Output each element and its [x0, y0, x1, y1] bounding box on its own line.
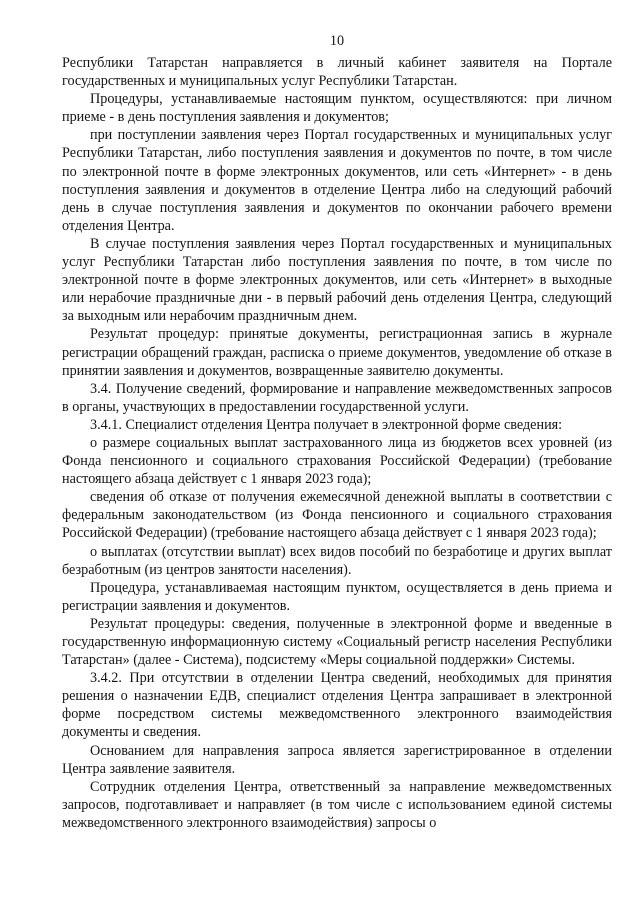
page-number: 10 — [329, 33, 345, 49]
paragraph: Сотрудник отделения Центра, ответственный за направление межведомственных запросов, подготавливает и направляет (в том числе с использованием единой системы межведомственного электронного взаимодействия) запросы о — [62, 778, 612, 831]
paragraph: Результат процедуры: сведения, полученные в электронной форме и введенные в государственную информационную систему «Социальный регистр населения Республики Татарстан» (далее - Система), подсистему «Меры социальной поддержки» Системы. — [62, 615, 612, 669]
paragraph: Республики Татарстан направляется в личный кабинет заявителя на Портале государственных и муниципальных услуг Республики Татарстан. — [62, 55, 612, 90]
paragraph: 3.4.2. При отсутствии в отделении Центра сведений, необходимых для принятия решения о назначении ЕДВ, специалист отделения Центра запрашивает в электронной форме посредством системы межведомственного электронного взаимодействия документы и сведения. — [62, 670, 612, 741]
paragraph: при поступлении заявления через Портал государственных и муниципальных услуг Республики Татарстан, либо поступления заявления и документов по почте, в том числе по электронной почте в форме электронных документов, или сеть «Интернет» - в день поступления заявления и документов в отделение Центра либо на следующий рабочий день в случае поступления заявления и документов по окончании рабочего времени отделения Центра. — [62, 127, 612, 234]
paragraph: В случае поступления заявления через Портал государственных и муниципальных услуг Республики Татарстан либо поступления заявления по почте, в том числе по электронной почте в форме электронных документов, или сеть «Интернет» в выходные или нерабочие праздничные дни - в первый рабочий день отделения Центра, следующий за выходным или нерабочим праздничным днем. — [62, 235, 612, 325]
paragraph: сведения об отказе от получения ежемесячной денежной выплаты в соответствии с федеральным законодательством (из Фонда пенсионного и социального страхования Российской Федерации) (требование настоящего абзаца действует с 1 января 2023 года); — [62, 489, 612, 542]
document-body — [62, 54, 612, 832]
paragraph: Процедуры, устанавливаемые настоящим пунктом, осуществляются: при личном приеме - в день поступления заявления и документов; — [62, 91, 612, 126]
paragraph: Процедура, устанавливаемая настоящим пунктом, осуществляется в день приема и регистрации заявления и документов. — [62, 579, 612, 614]
paragraph: Результат процедур: принятые документы, регистрационная запись в журнале регистрации обращений граждан, расписка о приеме документов, уведомление об отказе в принятии заявления и документов, возвращенные заявителю документы. — [62, 326, 612, 379]
paragraph: о размере социальных выплат застрахованного лица из бюджетов всех уровней (из Фонда пенсионного и социального страхования Российской Федерации) (требование настоящего абзаца действует с 1 января 2023 года); — [62, 434, 612, 488]
paragraph: 3.4. Получение сведений, формирование и направление межведомственных запросов в органы, участвующих в предоставлении государственной услуги. — [62, 380, 612, 415]
paragraph: Основанием для направления запроса является зарегистрированное в отделении Центра заявление заявителя. — [62, 742, 612, 777]
paragraph: 3.4.1. Специалист отделения Центра получает в электронной форме сведения: — [90, 416, 563, 433]
paragraph: о выплатах (отсутствии выплат) всех видов пособий по безработице и других выплат безработным (из центров занятости населения). — [62, 543, 612, 578]
document-page — [62, 32, 612, 832]
